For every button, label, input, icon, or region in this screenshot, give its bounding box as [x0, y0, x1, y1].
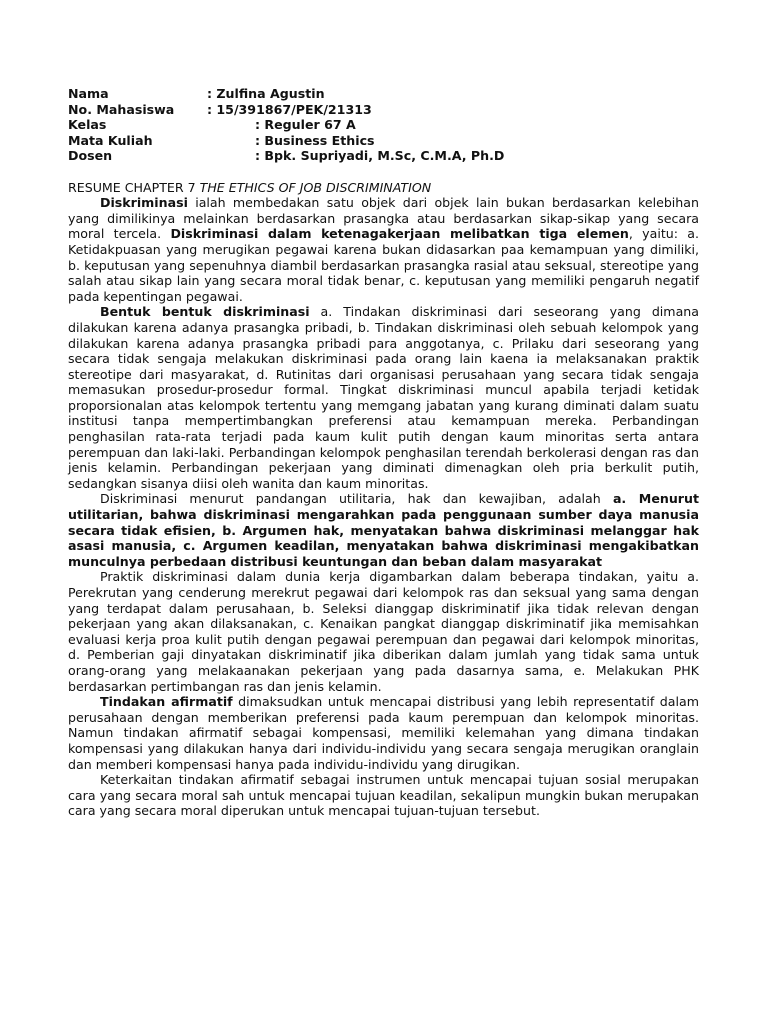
header-row-kelas	[68, 117, 699, 133]
header-row-no-mahasiswa	[68, 102, 699, 118]
bold-text: a. Menurut utilitarian, bahwa diskriminasi mengarahkan pada penggunaan sumber daya manusia secara tidak efisien, b. Argumen hak, menyatakan bahwa diskriminasi melanggar hak asasi manusia, c. Argumen keadilan, menyatakan bahwa diskriminasi mengakibatkan munculnya perbedaan distribusi keuntungan dan beban dalam masyarakat	[68, 491, 699, 569]
text-run: dimaksudkan untuk mencapai distribusi yang lebih representatif dalam perusahaan dengan memberikan preferensi pada kaum perempuan dan kelompok minoritas. Namun tindakan afirmatif sebagai kompensasi, memiliki kelemahan yang dimana tindakan kompensasi yang dilakukan hanya dari individu-individu yang secara sengaja merugikan oranglain dan memberi kompensasi hanya pada individu-individu yang dirugikan.	[68, 694, 699, 772]
header-row-dosen	[68, 148, 699, 164]
bold-text: Diskriminasi	[100, 195, 188, 211]
bold-text: Diskriminasi dalam ketenagakerjaan melibatkan tiga elemen	[170, 226, 629, 242]
header-value: : Bpk. Supriyadi, M.Sc, C.M.A, Ph.D	[255, 148, 505, 164]
header-row-nama	[68, 86, 699, 102]
header-label: Mata Kuliah	[68, 132, 153, 148]
paragraph-6	[68, 772, 699, 819]
resume-title	[68, 180, 699, 196]
header-row-mata-kuliah	[68, 133, 699, 149]
title-chapter-name: THE ETHICS OF JOB DISCRIMINATION	[199, 179, 432, 195]
header-value: : 15/391867/PEK/21313	[207, 101, 372, 117]
paragraph-2	[68, 304, 699, 491]
title-prefix: RESUME CHAPTER 7	[68, 179, 200, 195]
paragraph-4	[68, 569, 699, 694]
text-run: Diskriminasi menurut pandangan utilitaria, hak dan kewajiban, adalah	[100, 491, 613, 507]
body-text	[68, 195, 699, 819]
paragraph-5	[68, 694, 699, 772]
header-value: : Zulfina Agustin	[207, 86, 325, 101]
bold-text: Bentuk bentuk diskriminasi	[100, 304, 310, 320]
text-run: a. Tindakan diskriminasi dari seseorang yang dimana dilakukan karena adanya prasangka pribadi, b. Tindakan diskriminasi oleh sebuah kelompok yang dilakukan karena adanya prasangka pribadi para anggotanya, c. Prilaku dari seseorang yang secara tidak sengaja melakukan diskriminasi pada orang lain kaena ia melaksanakan praktik stereotipe dari masyarakat, d. Rutinitas dari organisasi perusahaan yang secara tidak sengaja memasukan prosedur-prosedur formal. Tingkat diskriminasi muncul apabila terjadi ketidak proporsionalan atas kelompok tertentu yang memgang jabatan yang kurang diminati dalam suatu institusi tanpa mempertimbangkan preferensi atau kemampuan mereka. Perbandingan penghasilan rata-rata terjadi pada kaum kulit putih dengan kaum minoritas serta antara perempuan dan laki-laki. Perbandingan kelompok penghasilan terendah berkolerasi dengan ras dan jenis kelamin. Perbandingan pekerjaan yang diminati dimenagkan oleh pria berkulit putih, sedangkan sisanya diisi oleh wanita dan kaum minoritas.	[68, 304, 699, 491]
header-label: Dosen	[68, 148, 113, 164]
header-label: Nama	[68, 86, 109, 101]
header-value: : Business Ethics	[255, 132, 375, 148]
header-label: No. Mahasiswa	[68, 101, 175, 117]
header-value: : Reguler 67 A	[255, 117, 356, 133]
text-run: ialah membedakan satu objek dari objek lain bukan berdasarkan kelebihan yang dimilikinya melainkan berdasarkan prasangka atau berdasarkan sikap-sikap yang secara moral tercela.	[68, 195, 699, 242]
paragraph-3	[68, 491, 699, 569]
bold-text: Tindakan afirmatif	[100, 694, 233, 710]
header-label: Kelas	[68, 117, 107, 133]
document-page	[68, 86, 699, 819]
text-run: , yaitu: a. Ketidakpuasan yang merugikan pegawai karena bukan didasarkan paa kemampuan yang dimiliki, b. keputusan yang sepenuhnya diambil berdasarkan prasangka rasial atau seksual, stereotipe yang salah atau sikap lain yang secara moral tidak benar, c. keputusan yang memiliki pengaruh negatif pada kepentingan pegawai.	[68, 226, 700, 304]
text-run: Praktik diskriminasi dalam dunia kerja digambarkan dalam beberapa tindakan, yaitu a. Perekrutan yang cenderung merekrut pegawai dari kelompok ras dan seksual yang sama dengan yang terdapat dalam perusahaan, b. Seleksi dianggap diskriminatif jika tidak relevan dengan pekerjaan yang akan dilaksanakan, c. Kenaikan pangkat dianggap diskriminatif jika memisahkan evaluasi kerja proa kulit putih dengan pegawai perempuan dan pegawai dari kelompok minoritas, d. Pemberian gaji dinyatakan diskriminatif jika diberikan dalam jumlah yang tidak sama untuk orang-orang yang melakaanakan pekerjaan yang pada dasarnya sama, e. Melakukan PHK berdasarkan pertimbangan ras dan jenis kelamin.	[68, 569, 699, 694]
text-run: Keterkaitan tindakan afirmatif sebagai instrumen untuk mencapai tujuan sosial merupakan cara yang secara moral sah untuk mencapai tujuan keadilan, sekalipun mungkin bukan merupakan cara yang secara moral diperukan untuk mencapai tujuan-tujuan tersebut.	[68, 772, 699, 819]
paragraph-1	[68, 195, 699, 304]
